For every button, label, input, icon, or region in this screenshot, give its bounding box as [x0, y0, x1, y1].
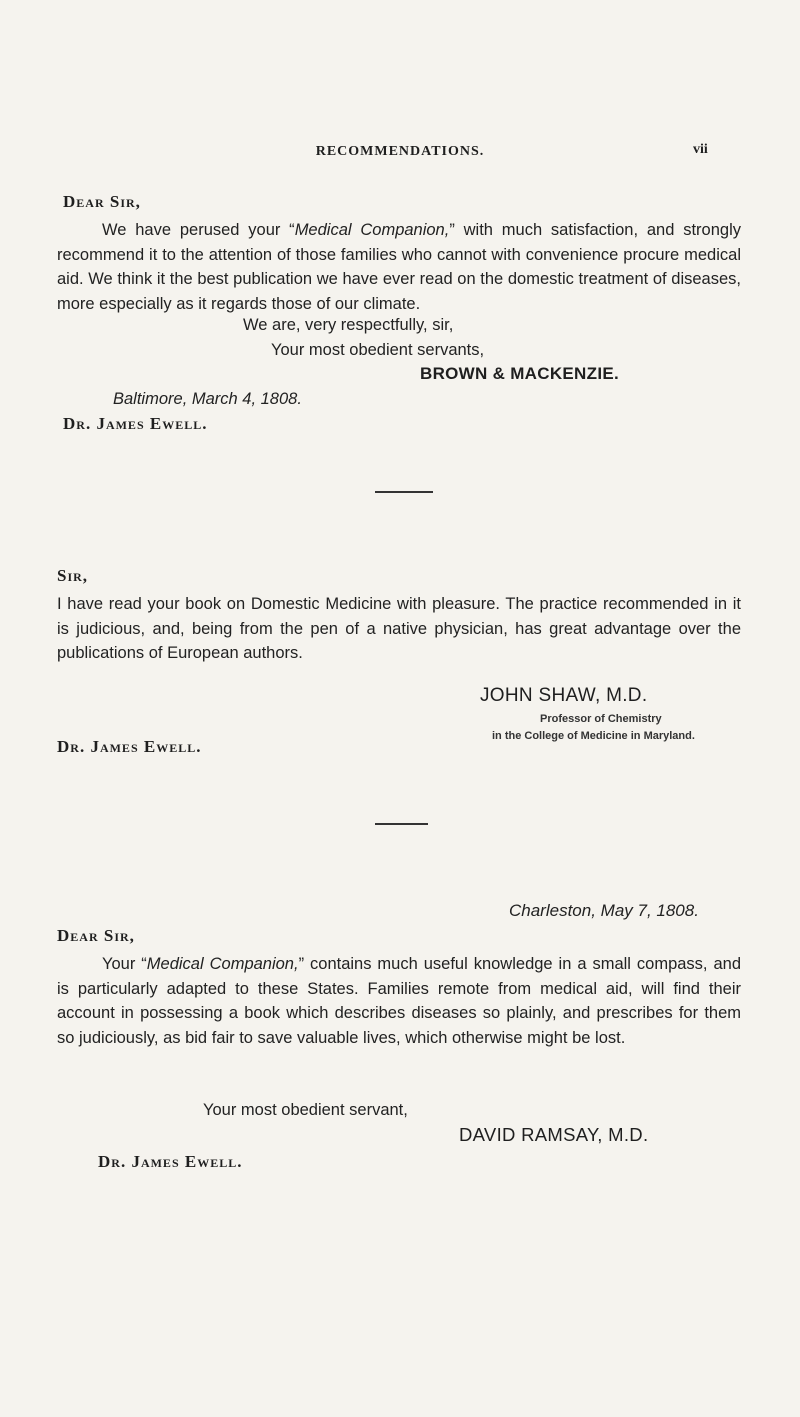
letter3-salutation: Dear Sir, [57, 926, 135, 945]
letter1-closing2: Your most obedient servants, [271, 341, 485, 359]
letter1-body-lead: We have perused your “ [102, 221, 295, 239]
letter3-closing: Your most obedient servant, [203, 1101, 408, 1119]
letter3-body-rest: ” contains much useful knowledge in a small compass, and is particularly adapted to these States. Families remote from medical aid, will find their account in possessing a book which describes diseases so plainly, and prescribes for them so judiciously, as bid fair to save valuable lives, which otherwise might be lost. [57, 955, 741, 1047]
letter2-title-line1: Professor of Chemistry [540, 713, 662, 725]
letter3-book-title: Medical Companion, [146, 955, 299, 973]
running-header: RECOMMENDATIONS. [315, 144, 485, 159]
letter1-book-title: Medical Companion, [294, 221, 450, 239]
letter2-addressee: Dr. James Ewell. [57, 737, 202, 756]
letter2-body [57, 592, 741, 666]
letter3-addressee: Dr. James Ewell. [98, 1152, 243, 1171]
section-divider [375, 823, 428, 825]
letter3-body-lead: Your “ [102, 955, 147, 973]
letter1-body [57, 218, 741, 316]
letter1-salutation: Dear Sir, [63, 192, 141, 211]
letter3-signature: DAVID RAMSAY, M.D. [459, 1124, 649, 1145]
section-divider [375, 491, 433, 493]
letter1-place-date: Baltimore, March 4, 1808. [113, 390, 302, 408]
letter2-body-text: I have read your book on Domestic Medicine with pleasure. The practice recommended in it is judicious, and, being from the pen of a native physician, has great advantage over the publications of European authors. [57, 595, 741, 662]
letter2-title-line2: in the College of Medicine in Maryland. [492, 730, 695, 742]
letter1-closing1: We are, very respectfully, sir, [243, 316, 454, 334]
letter1-body-rest: ” with much satisfaction, and strongly recommend it to the attention of those families who cannot with convenience procure medical aid. We think it the best publication we have ever read on the domestic treatment of diseases, more especially as it regards those of our climate. [57, 221, 741, 313]
letter2-signature: JOHN SHAW, M.D. [480, 685, 648, 706]
letter3-body [57, 952, 741, 1050]
letter2-salutation: Sir, [57, 566, 89, 585]
page-number: vii [693, 142, 708, 157]
letter1-signature: BROWN & MACKENZIE. [420, 364, 619, 383]
letter3-place-date: Charleston, May 7, 1808. [509, 901, 699, 920]
letter1-addressee: Dr. James Ewell. [63, 414, 208, 433]
